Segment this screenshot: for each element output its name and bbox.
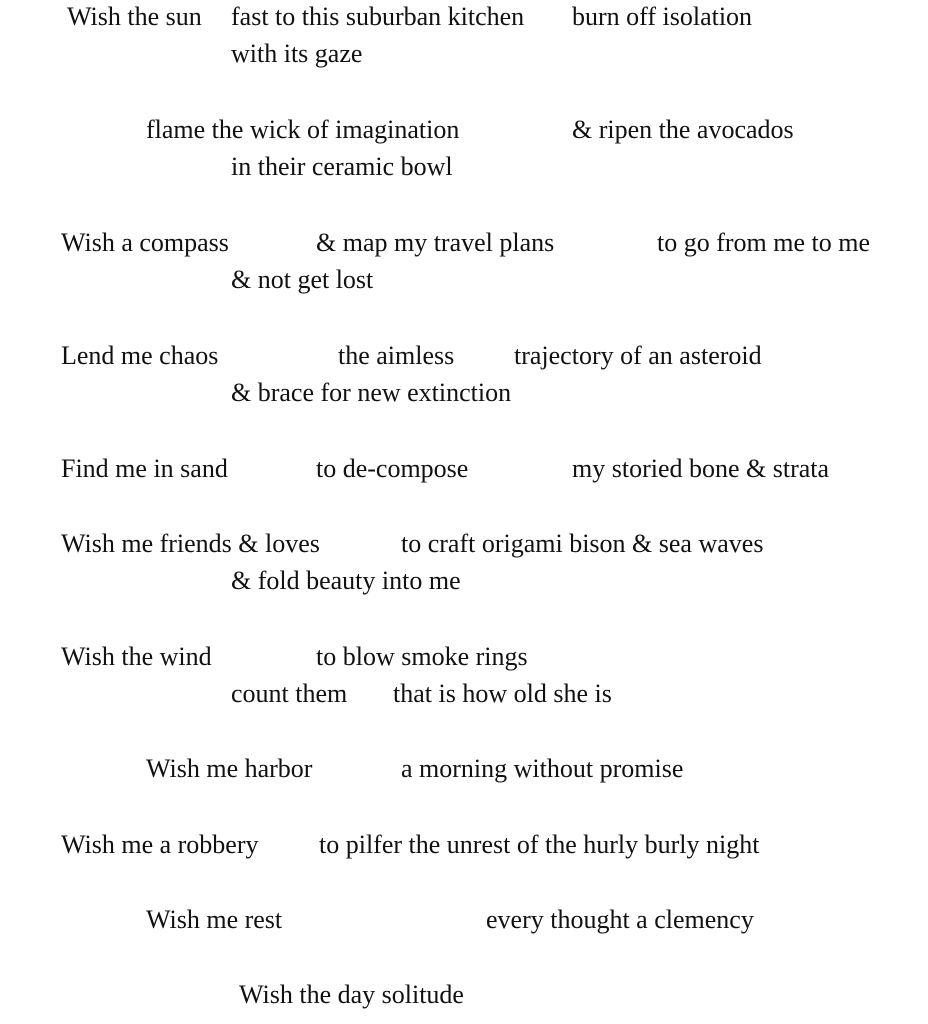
poem-fragment: to blow smoke rings: [316, 642, 528, 671]
poem-fragment: & ripen the avocados: [572, 115, 794, 144]
poem-fragment: & map my travel plans: [316, 228, 555, 257]
poem-fragment: Wish the wind: [61, 642, 212, 671]
poem-fragment: count them: [231, 679, 348, 708]
poem-fragment: with its gaze: [231, 39, 363, 68]
poem-fragment: Wish me a robbery: [61, 830, 259, 859]
poem-fragment: my storied bone & strata: [572, 454, 830, 483]
poem-fragment: Wish the sun: [67, 2, 202, 31]
poem-fragment: the aimless: [338, 341, 455, 370]
poem-fragment: to pilfer the unrest of the hurly burly night: [319, 830, 760, 859]
poem-fragment: flame the wick of imagination: [146, 115, 460, 144]
poem-fragment: Wish me friends & loves: [61, 529, 320, 558]
poem-fragment: trajectory of an asteroid: [514, 341, 762, 370]
poem-fragment: & fold beauty into me: [231, 566, 461, 595]
poem-fragment: a morning without promise: [401, 754, 684, 783]
poem-fragment: Lend me chaos: [61, 341, 219, 370]
poem-fragment: Wish me rest: [146, 905, 283, 934]
poem-fragment: & not get lost: [231, 265, 374, 294]
poem-fragment: in their ceramic bowl: [231, 152, 453, 181]
poem-fragment: fast to this suburban kitchen: [231, 2, 525, 31]
poem-fragment: every thought a clemency: [486, 905, 754, 934]
poem-fragment: Wish me harbor: [146, 754, 313, 783]
poem-fragment: to craft origami bison & sea waves: [401, 529, 764, 558]
poem-fragment: Wish a compass: [61, 228, 229, 257]
poem-fragment: that is how old she is: [393, 679, 612, 708]
poem-fragment: to go from me to me: [657, 228, 871, 257]
poem-fragment: to de-compose: [316, 454, 469, 483]
poem-fragment: Find me in sand: [61, 454, 228, 483]
poem-fragment: Wish the day solitude: [239, 980, 464, 1009]
poem-fragment: burn off isolation: [572, 2, 753, 31]
poem-fragment: & brace for new extinction: [231, 378, 512, 407]
